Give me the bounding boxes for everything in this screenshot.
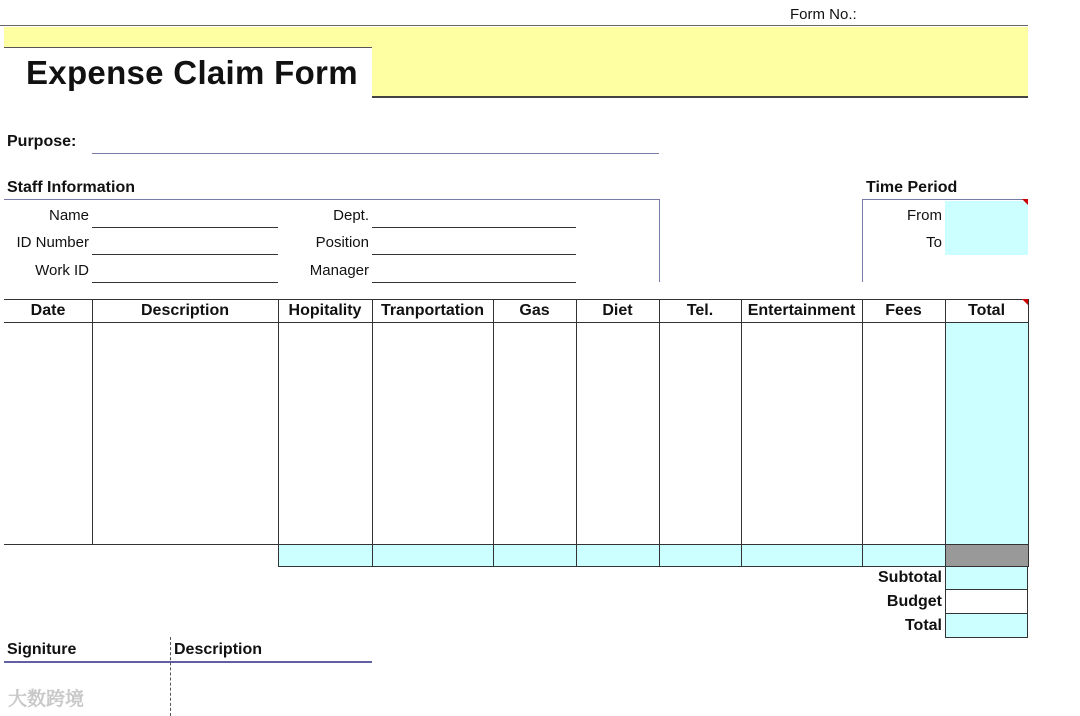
col-divider xyxy=(945,299,946,567)
dept-label: Dept. xyxy=(333,207,369,224)
column-header-description: Description xyxy=(140,302,229,319)
column-header-diet: Diet xyxy=(602,302,633,319)
column-header-date: Date xyxy=(30,302,66,319)
purpose-field[interactable] xyxy=(92,153,659,154)
staff-info-heading: Staff Information xyxy=(7,179,135,196)
time-period-heading: Time Period xyxy=(866,179,958,196)
name-label: Name xyxy=(48,207,89,224)
col-divider xyxy=(862,299,863,567)
column-header-entertainment: Entertainment xyxy=(747,302,856,319)
position-field[interactable] xyxy=(372,254,576,255)
id-number-label: ID Number xyxy=(16,234,89,251)
name-field[interactable] xyxy=(92,227,278,228)
col-divider xyxy=(1028,299,1029,567)
top-rule xyxy=(0,25,1028,26)
budget-label: Budget xyxy=(886,593,942,610)
signature-rule xyxy=(4,661,372,663)
table-body-bottom-border xyxy=(4,544,1028,545)
column-header-total: Total xyxy=(967,302,1006,319)
column-header-transportation: Tranportation xyxy=(380,302,485,319)
column-sum-row[interactable] xyxy=(278,545,945,567)
subtotal-cell[interactable] xyxy=(945,566,1028,590)
comment-marker-icon xyxy=(1022,199,1028,205)
to-label: To xyxy=(926,234,942,251)
budget-cell[interactable] xyxy=(945,589,1028,614)
total-column-fill[interactable] xyxy=(945,323,1028,545)
watermark-logo: 大数跨境 xyxy=(8,689,85,710)
col-divider xyxy=(741,299,742,567)
column-header-tel: Tel. xyxy=(686,302,714,319)
from-label: From xyxy=(907,207,942,224)
manager-field[interactable] xyxy=(372,282,576,283)
page-title: Expense Claim Form xyxy=(26,54,358,91)
column-header-fees: Fees xyxy=(885,302,922,319)
purpose-label: Purpose: xyxy=(7,133,77,150)
title-band-bottom-rule xyxy=(372,96,1028,98)
total-label: Total xyxy=(904,617,942,634)
footer-description-label: Description xyxy=(174,641,263,658)
id-number-field[interactable] xyxy=(92,254,278,255)
work-id-field[interactable] xyxy=(92,282,278,283)
col-divider xyxy=(278,299,279,567)
column-header-hospitality: Hopitality xyxy=(288,302,362,319)
time-period-input-area[interactable] xyxy=(945,201,1028,255)
col-divider xyxy=(576,299,577,567)
dept-field[interactable] xyxy=(372,227,576,228)
grand-sum-cell xyxy=(945,545,1028,567)
position-label: Position xyxy=(315,234,369,251)
total-cell[interactable] xyxy=(945,613,1028,638)
col-divider xyxy=(372,299,373,567)
col-divider xyxy=(659,299,660,567)
work-id-label: Work ID xyxy=(35,262,89,279)
form-number-label: Form No.: xyxy=(790,6,857,23)
col-divider xyxy=(493,299,494,567)
signature-divider xyxy=(170,637,171,716)
signature-label: Signiture xyxy=(7,641,77,658)
col-divider xyxy=(92,299,93,545)
manager-label: Manager xyxy=(309,262,369,279)
table-sum-bottom-border xyxy=(278,566,1028,567)
subtotal-label: Subtotal xyxy=(878,569,942,586)
column-header-gas: Gas xyxy=(519,302,550,319)
